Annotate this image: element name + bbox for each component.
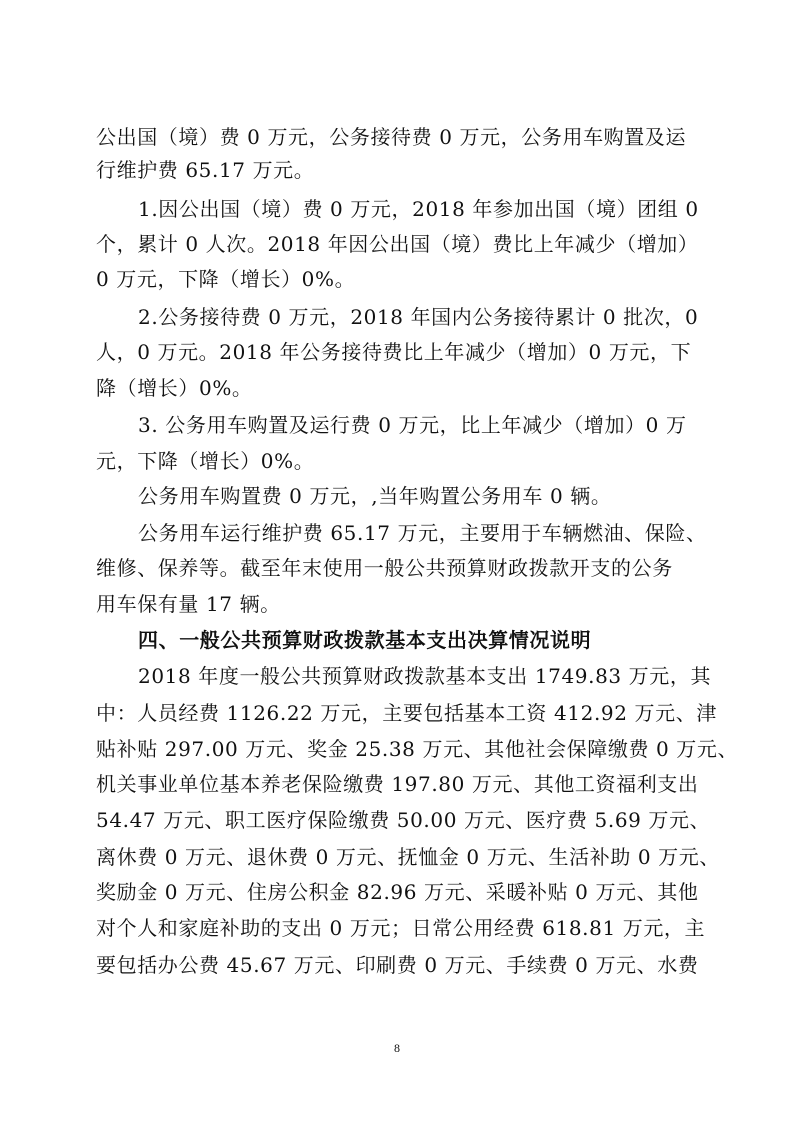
text-line: 元，下降（增长）0%。 xyxy=(96,449,315,473)
text-line: 降（增长）0%。 xyxy=(96,376,253,400)
text-line: 公出国（境）费 0 万元，公务接待费 0 万元，公务用车购置及运 xyxy=(96,125,687,149)
text-line: 2018 年度一般公共预算财政拨款基本支出 1749.83 万元，其 xyxy=(138,664,712,688)
text-line: 54.47 万元、职工医疗保险缴费 50.00 万元、医疗费 5.69 万元、 xyxy=(96,808,711,832)
text-line: 离休费 0 万元、退休费 0 万元、抚恤金 0 万元、生活补助 0 万元、 xyxy=(96,845,720,869)
text-line: 2.公务接待费 0 万元，2018 年国内公务接待累计 0 批次，0 xyxy=(138,305,699,329)
text-line: 贴补贴 297.00 万元、奖金 25.38 万元、其他社会保障缴费 0 万元、 xyxy=(96,737,739,761)
section-heading: 四、一般公共预算财政拨款基本支出决算情况说明 xyxy=(138,628,592,652)
text-line: 人，0 万元。2018 年公务接待费比上年减少（增加）0 万元，下 xyxy=(96,340,692,364)
text-line: 个，累计 0 人次。2018 年因公出国（境）费比上年减少（增加） xyxy=(96,232,699,256)
text-line: 机关事业单位基本养老保险缴费 197.80 万元、其他工资福利支出 xyxy=(96,772,699,796)
text-line: 1.因公出国（境）费 0 万元，2018 年参加出国（境）团组 0 xyxy=(138,197,699,221)
text-line: 要包括办公费 45.67 万元、印刷费 0 万元、手续费 0 万元、水费 xyxy=(96,953,699,977)
text-line: 公务用车运行维护费 65.17 万元，主要用于车辆燃油、保险、 xyxy=(138,521,707,545)
text-line: 奖励金 0 万元、住房公积金 82.96 万元、采暖补贴 0 万元、其他 xyxy=(96,880,699,904)
page-number: 8 xyxy=(394,1041,400,1055)
text-line: 维修、保养等。截至年末使用一般公共预算财政拨款开支的公务 xyxy=(96,556,673,580)
text-line: 中：人员经费 1126.22 万元，主要包括基本工资 412.92 万元、津 xyxy=(96,701,717,725)
text-line: 行维护费 65.17 万元。 xyxy=(96,158,315,182)
text-line: 对个人和家庭补助的支出 0 万元；日常公用经费 618.81 万元，主 xyxy=(96,916,706,940)
text-line: 公务用车购置费 0 万元，,当年购置公务用车 0 辆。 xyxy=(138,484,612,508)
text-line: 0 万元，下降（增长）0%。 xyxy=(96,267,356,291)
text-line: 3. 公务用车购置及运行费 0 万元，比上年减少（增加）0 万 xyxy=(138,413,687,437)
text-line: 用车保有量 17 辆。 xyxy=(96,592,281,616)
